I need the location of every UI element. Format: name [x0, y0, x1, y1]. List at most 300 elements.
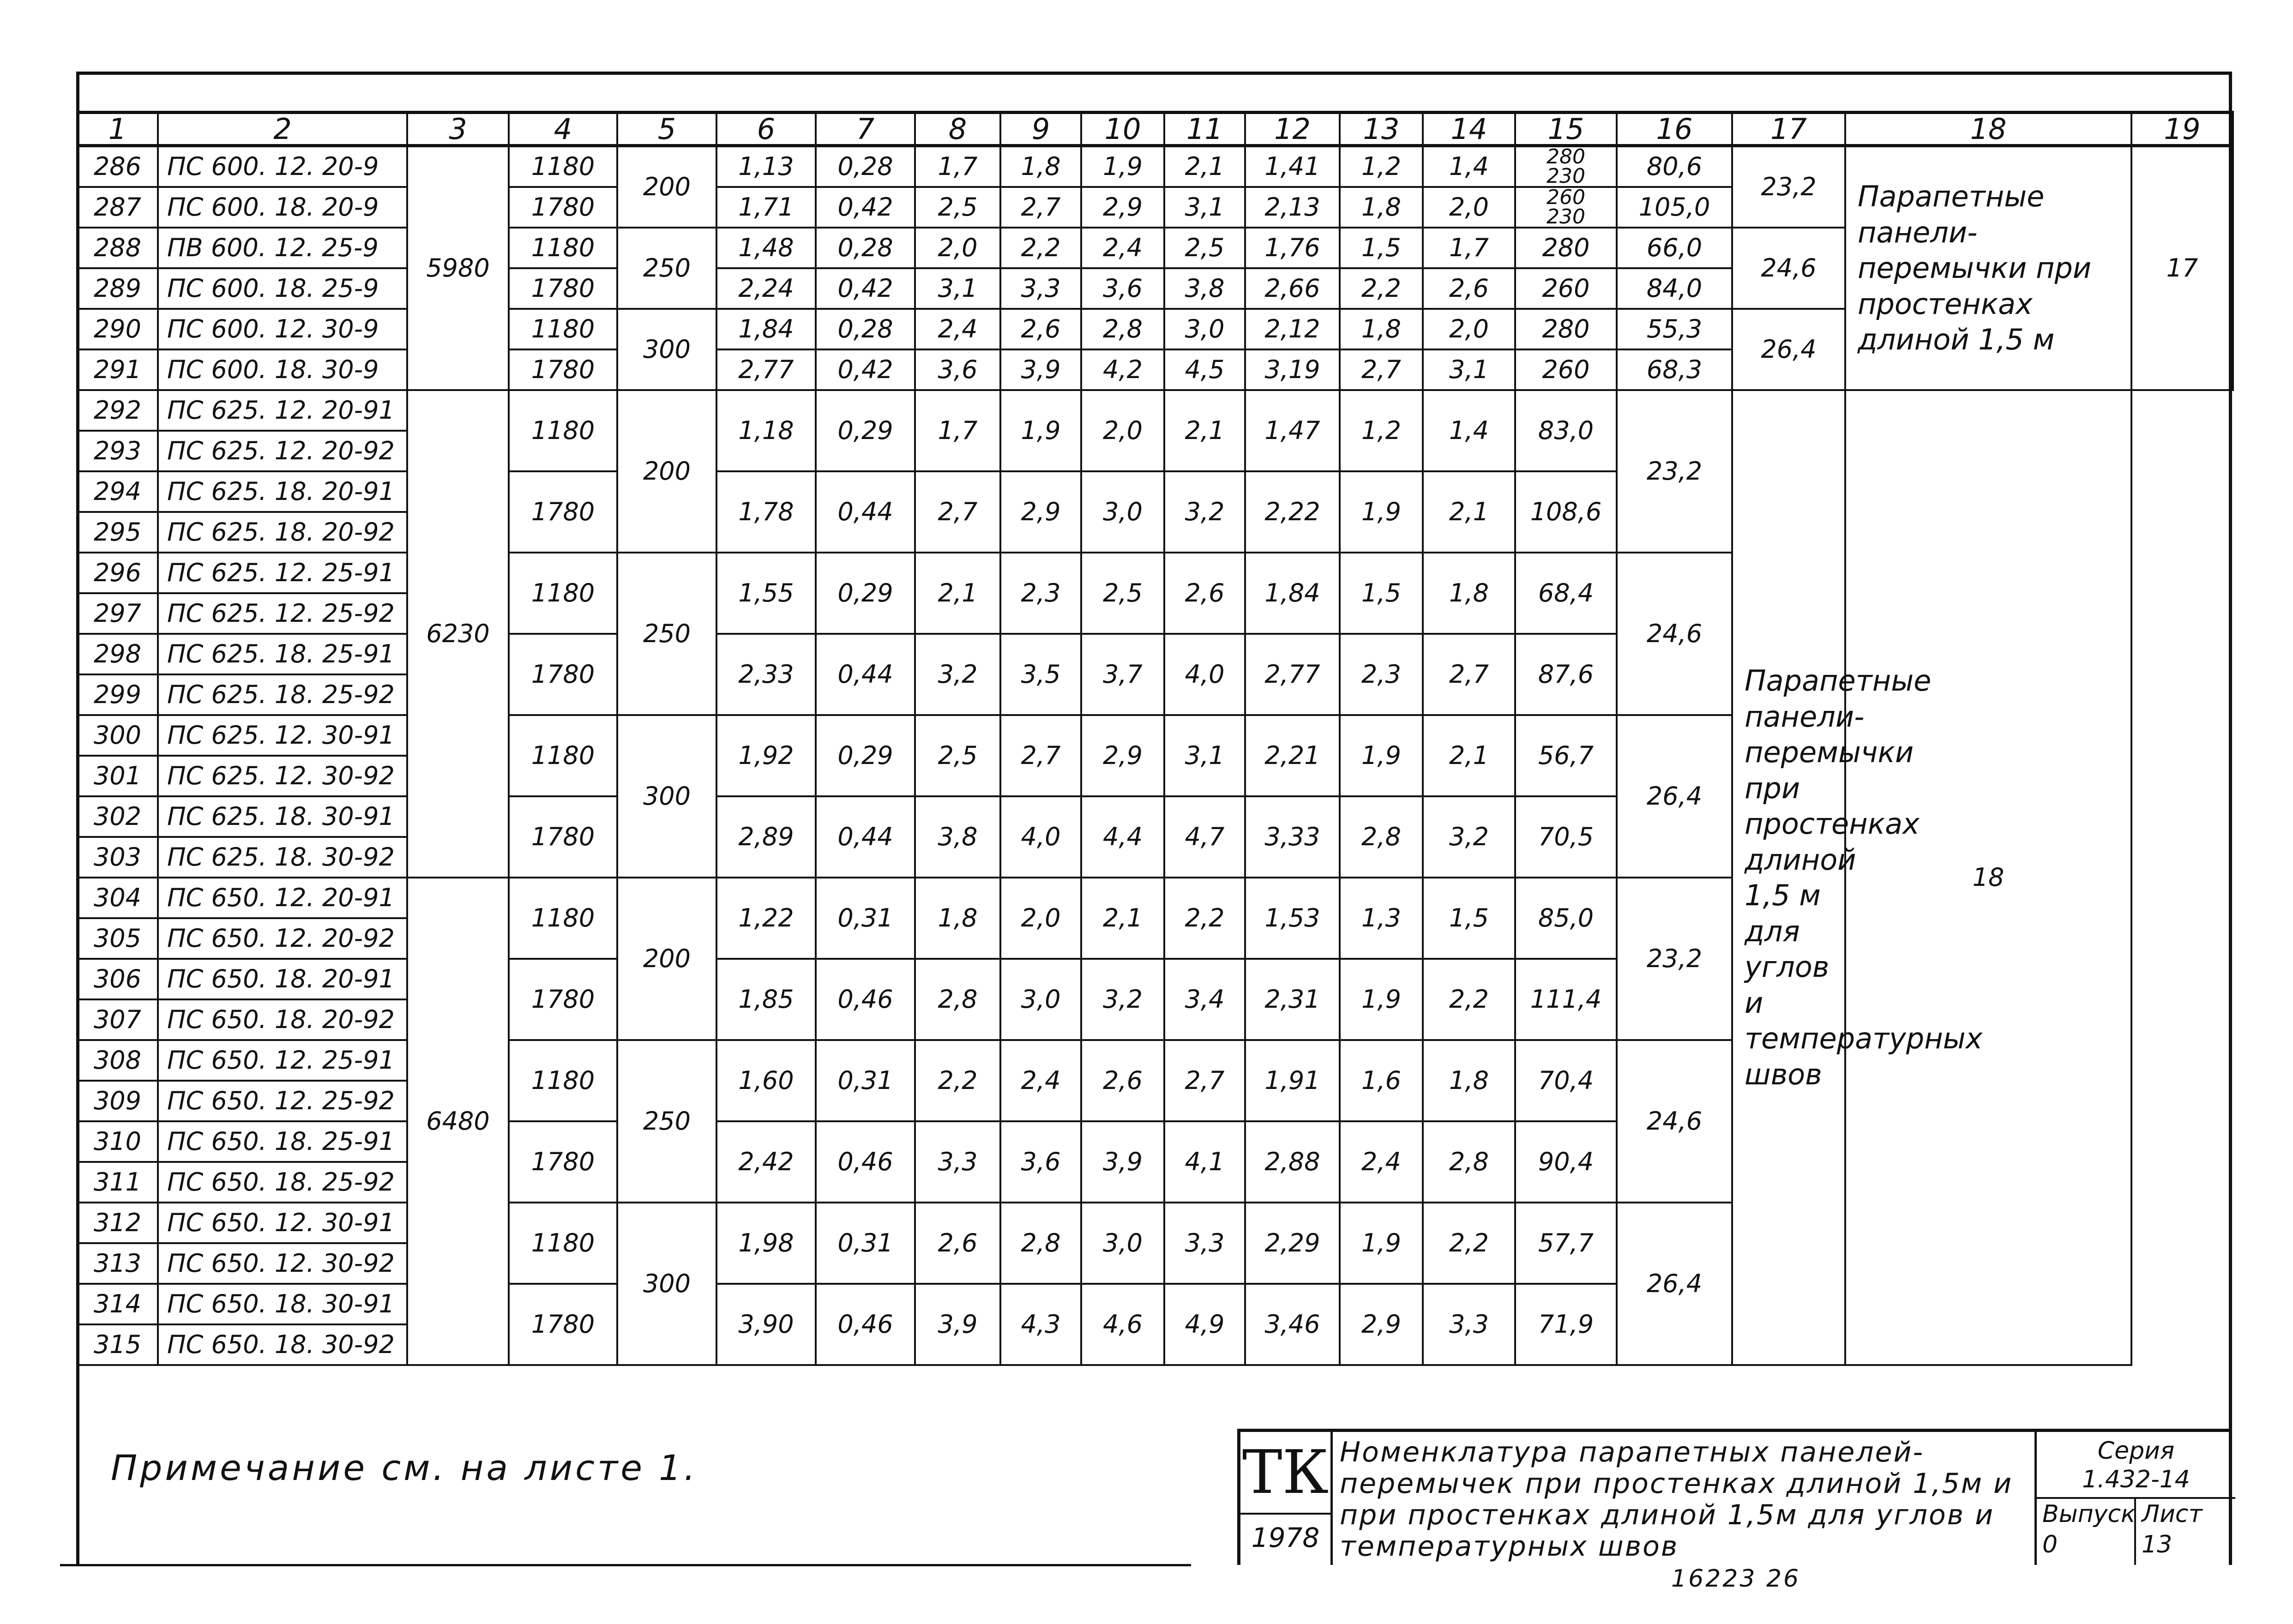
cell-col11: 3,3 [1164, 1203, 1245, 1284]
cell-col5: 250 [617, 553, 716, 715]
cell-col17: 26,4 [1617, 1203, 1732, 1365]
col15-value: 280 [1547, 145, 1585, 169]
col15-value: 260 [1547, 186, 1585, 210]
col-header: 6 [716, 113, 816, 146]
series-label: Серия [2097, 1437, 2175, 1465]
cell-col4: 1780 [509, 349, 617, 390]
cell-col3: 6230 [407, 390, 509, 878]
cell-row-number: 309 [77, 1081, 158, 1121]
col15-value: 260 [1542, 355, 1590, 385]
cell-col8: 2,6 [915, 1203, 1000, 1284]
cell-col12: 1,84 [1245, 553, 1340, 634]
cell-col6: 2,42 [716, 1121, 816, 1203]
cell-col6: 1,18 [716, 390, 816, 471]
cell-col17: 23,2 [1732, 146, 1845, 228]
cell-panel-code: ПС 650. 18. 25-92 [158, 1162, 407, 1203]
org-logo: ТК [1242, 1437, 1329, 1507]
col15-value: 280 [1542, 314, 1590, 344]
cell-col16: 55,3 [1617, 309, 1732, 349]
cell-col8: 2,5 [915, 187, 1000, 228]
cell-col12: 2,22 [1245, 471, 1340, 553]
cell-col7: 0,29 [816, 715, 915, 796]
cell-col13: 1,9 [1340, 959, 1423, 1040]
cell-panel-code: ПС 625. 12. 30-92 [158, 756, 407, 796]
cell-col8: 3,6 [915, 349, 1000, 390]
cell-col13: 1,3 [1340, 878, 1423, 959]
cell-col11: 2,1 [1164, 146, 1245, 187]
cell-col13: 1,9 [1340, 715, 1423, 796]
cell-col8: 2,1 [915, 553, 1000, 634]
cell-col13: 2,8 [1340, 796, 1423, 878]
cell-col13: 1,5 [1340, 228, 1423, 268]
cell-col9: 2,9 [1000, 471, 1081, 553]
col-header: 18 [1845, 113, 2131, 146]
cell-col16: 66,0 [1617, 228, 1732, 268]
org-cell [1240, 1432, 1333, 1565]
cell-col8: 1,8 [915, 878, 1000, 959]
cell-row-number: 294 [77, 471, 158, 512]
cell-col17: 23,2 [1617, 390, 1732, 553]
cell-col7: 0,31 [816, 1040, 915, 1121]
cell-row-number: 305 [77, 918, 158, 959]
cell-col6: 1,71 [716, 187, 816, 228]
cell-col4: 1780 [509, 268, 617, 309]
cell-panel-code: ПС 600. 12. 30-9 [158, 309, 407, 349]
cell-col13: 1,2 [1340, 390, 1423, 471]
cell-col16: 90,4 [1515, 1121, 1617, 1203]
cell-col9: 2,7 [1000, 715, 1081, 796]
cell-col10: 2,1 [1081, 878, 1164, 959]
cell-col13: 2,9 [1340, 1284, 1423, 1365]
col-header: 17 [1732, 113, 1845, 146]
cell-panel-code: ПС 625. 12. 30-91 [158, 715, 407, 756]
cell-col14: 2,6 [1423, 268, 1515, 309]
cell-panel-code: ПС 625. 12. 20-91 [158, 390, 407, 431]
cell-row-number: 306 [77, 959, 158, 999]
col-header: 8 [915, 113, 1000, 146]
cell-col13: 1,6 [1340, 1040, 1423, 1121]
cell-col15 [1515, 349, 1617, 390]
cell-panel-code: ПС 650. 18. 30-91 [158, 1284, 407, 1324]
cell-col16: 70,5 [1515, 796, 1617, 878]
cell-row-number: 300 [77, 715, 158, 756]
cell-col10: 1,9 [1081, 146, 1164, 187]
cell-col16: 87,6 [1515, 634, 1617, 715]
cell-row-number: 289 [77, 268, 158, 309]
cell-col12: 2,31 [1245, 959, 1340, 1040]
cell-row-number: 295 [77, 512, 158, 553]
cell-col6: 1,92 [716, 715, 816, 796]
cell-col11: 3,0 [1164, 309, 1245, 349]
cell-col7: 0,42 [816, 349, 915, 390]
cell-col15 [1515, 146, 1617, 187]
cell-col14: 1,8 [1423, 553, 1515, 634]
cell-col3: 6480 [407, 878, 509, 1365]
cell-col14: 3,1 [1423, 349, 1515, 390]
cell-col12: 1,91 [1245, 1040, 1340, 1121]
cell-col16: 56,7 [1515, 715, 1617, 796]
cell-col4: 1180 [509, 309, 617, 349]
cell-col4: 1180 [509, 390, 617, 471]
col-header: 3 [407, 113, 509, 146]
cell-col14: 2,0 [1423, 309, 1515, 349]
sheet-label: Лист [2142, 1500, 2203, 1528]
cell-col10: 2,9 [1081, 715, 1164, 796]
series-value: 1.432-14 [2082, 1466, 2190, 1493]
cell-col11: 2,1 [1164, 390, 1245, 471]
cell-col5: 200 [617, 146, 716, 228]
issue-value: 0 [2042, 1531, 2058, 1558]
col-header: 14 [1423, 113, 1515, 146]
cell-row-number: 304 [77, 878, 158, 918]
series-cell [2034, 1432, 2235, 1565]
cell-col5: 250 [617, 228, 716, 309]
cell-col6: 1,85 [716, 959, 816, 1040]
cell-col6: 2,24 [716, 268, 816, 309]
col-header: 9 [1000, 113, 1081, 146]
col-header: 2 [158, 113, 407, 146]
cell-row-number: 286 [77, 146, 158, 187]
issue-box [2037, 1499, 2136, 1565]
cell-col11: 2,7 [1164, 1040, 1245, 1121]
cell-panel-code: ПС 650. 18. 20-92 [158, 999, 407, 1040]
header-row [77, 113, 2233, 146]
cell-col10: 3,0 [1081, 1203, 1164, 1284]
cell-col8: 1,7 [915, 390, 1000, 471]
cell-col9: 2,8 [1000, 1203, 1081, 1284]
cell-col5: 300 [617, 309, 716, 390]
cell-col16: 105,0 [1617, 187, 1732, 228]
cell-col4: 1180 [509, 715, 617, 796]
cell-col17: 24,6 [1617, 553, 1732, 715]
cell-col12: 1,41 [1245, 146, 1340, 187]
cell-col16: 68,3 [1617, 349, 1732, 390]
cell-col9: 4,3 [1000, 1284, 1081, 1365]
cell-row-number: 302 [77, 796, 158, 837]
cell-col7: 0,44 [816, 471, 915, 553]
cell-col5: 200 [617, 878, 716, 1040]
cell-col9: 2,0 [1000, 878, 1081, 959]
cell-col14: 2,0 [1423, 187, 1515, 228]
cell-col11: 4,7 [1164, 796, 1245, 878]
cell-col16: 108,6 [1515, 471, 1617, 553]
cell-panel-code: ПС 650. 12. 30-92 [158, 1243, 407, 1284]
cell-row-number: 303 [77, 837, 158, 878]
col-header: 12 [1245, 113, 1340, 146]
col-header: 15 [1515, 113, 1617, 146]
cell-col9: 1,8 [1000, 146, 1081, 187]
col15-value: 260 [1542, 274, 1590, 303]
cell-col4: 1780 [509, 187, 617, 228]
cell-col17: 26,4 [1617, 715, 1732, 878]
cell-col14: 1,5 [1423, 878, 1515, 959]
cell-col13: 1,8 [1340, 187, 1423, 228]
cell-col15 [1515, 228, 1617, 268]
cell-col14: 1,4 [1423, 390, 1515, 471]
cell-col8: 1,7 [915, 146, 1000, 187]
cell-row-number: 296 [77, 553, 158, 593]
cell-col8: 3,3 [915, 1121, 1000, 1203]
cell-col13: 1,2 [1340, 146, 1423, 187]
cell-col14: 3,2 [1423, 796, 1515, 878]
cell-col9: 3,0 [1000, 959, 1081, 1040]
cell-col13: 2,2 [1340, 268, 1423, 309]
cell-col7: 0,42 [816, 268, 915, 309]
cell-col9: 1,9 [1000, 390, 1081, 471]
cell-panel-code: ПС 600. 12. 20-9 [158, 146, 407, 187]
cell-col19: 18 [1845, 390, 2131, 1365]
cell-panel-code: ПС 650. 12. 25-92 [158, 1081, 407, 1121]
cell-col9: 2,4 [1000, 1040, 1081, 1121]
cell-col7: 0,29 [816, 553, 915, 634]
cell-col14: 2,1 [1423, 715, 1515, 796]
cell-col8: 3,9 [915, 1284, 1000, 1365]
cell-row-number: 292 [77, 390, 158, 431]
cell-col10: 4,2 [1081, 349, 1164, 390]
cell-col18: Парапетные панели-перемычки при простенках длиной 1,5 м для углов и температурных швов [1732, 390, 1845, 1365]
cell-panel-code: ПС 650. 12. 20-91 [158, 878, 407, 918]
cell-col6: 1,48 [716, 228, 816, 268]
col-header: 4 [509, 113, 617, 146]
cell-col6: 3,90 [716, 1284, 816, 1365]
cell-col13: 2,7 [1340, 349, 1423, 390]
cell-col11: 4,5 [1164, 349, 1245, 390]
cell-col14: 2,7 [1423, 634, 1515, 715]
cell-panel-code: ПС 625. 18. 25-91 [158, 634, 407, 674]
cell-col11: 2,6 [1164, 553, 1245, 634]
cell-panel-code: ПС 650. 18. 30-92 [158, 1324, 407, 1365]
cell-panel-code: ПС 650. 18. 25-91 [158, 1121, 407, 1162]
cell-col5: 200 [617, 390, 716, 553]
cell-col7: 0,44 [816, 796, 915, 878]
cell-row-number: 307 [77, 999, 158, 1040]
cell-col14: 2,2 [1423, 1203, 1515, 1284]
cell-panel-code: ПС 650. 12. 30-91 [158, 1203, 407, 1243]
cell-row-number: 310 [77, 1121, 158, 1162]
cell-col9: 3,9 [1000, 349, 1081, 390]
cell-panel-code: ПС 625. 18. 20-91 [158, 471, 407, 512]
cell-col8: 3,8 [915, 796, 1000, 878]
cell-col11: 3,8 [1164, 268, 1245, 309]
cell-col7: 0,31 [816, 878, 915, 959]
cell-col15 [1515, 187, 1617, 228]
cell-col10: 3,9 [1081, 1121, 1164, 1203]
col-header: 13 [1340, 113, 1423, 146]
cell-row-number: 288 [77, 228, 158, 268]
cell-col13: 1,5 [1340, 553, 1423, 634]
cell-panel-code: ПС 625. 18. 25-92 [158, 674, 407, 715]
cell-col9: 2,3 [1000, 553, 1081, 634]
cell-row-number: 287 [77, 187, 158, 228]
cell-row-number: 312 [77, 1203, 158, 1243]
bottom-frame-line [60, 1564, 1191, 1566]
note-text: Примечание см. на листе 1. [111, 1447, 698, 1488]
cell-col12: 1,76 [1245, 228, 1340, 268]
cell-col7: 0,31 [816, 1203, 915, 1284]
cell-panel-code: ПС 625. 12. 20-92 [158, 431, 407, 471]
cell-panel-code: ПС 650. 12. 20-92 [158, 918, 407, 959]
cell-col7: 0,44 [816, 634, 915, 715]
cell-col9: 2,2 [1000, 228, 1081, 268]
cell-col12: 3,33 [1245, 796, 1340, 878]
cell-col12: 1,53 [1245, 878, 1340, 959]
cell-col6: 1,55 [716, 553, 816, 634]
col15-value: 230 [1547, 205, 1585, 229]
table-body [77, 146, 2233, 1365]
cell-col6: 1,22 [716, 878, 816, 959]
cell-panel-code: ПС 625. 18. 30-91 [158, 796, 407, 837]
col-header: 7 [816, 113, 915, 146]
col-header: 11 [1164, 113, 1245, 146]
cell-col11: 3,2 [1164, 471, 1245, 553]
series-box [2037, 1432, 2235, 1499]
cell-col8: 3,2 [915, 634, 1000, 715]
cell-col8: 2,0 [915, 228, 1000, 268]
cell-panel-code: ПС 625. 18. 30-92 [158, 837, 407, 878]
cell-col12: 3,46 [1245, 1284, 1340, 1365]
cell-col9: 3,5 [1000, 634, 1081, 715]
cell-col14: 2,2 [1423, 959, 1515, 1040]
cell-panel-code: ПС 600. 18. 20-9 [158, 187, 407, 228]
cell-col11: 3,1 [1164, 187, 1245, 228]
col15-value: 230 [1547, 164, 1585, 188]
cell-col6: 2,77 [716, 349, 816, 390]
cell-panel-code: ПС 625. 12. 25-92 [158, 593, 407, 634]
cell-col7: 0,46 [816, 959, 915, 1040]
cell-col4: 1780 [509, 959, 617, 1040]
cell-col6: 2,89 [716, 796, 816, 878]
cell-col8: 2,2 [915, 1040, 1000, 1121]
cell-col7: 0,28 [816, 228, 915, 268]
cell-col10: 4,6 [1081, 1284, 1164, 1365]
title-block [1237, 1429, 2232, 1565]
cell-col8: 3,1 [915, 268, 1000, 309]
cell-row-number: 308 [77, 1040, 158, 1081]
cell-col14: 1,8 [1423, 1040, 1515, 1121]
cell-row-number: 315 [77, 1324, 158, 1365]
cell-row-number: 293 [77, 431, 158, 471]
cell-col14: 1,7 [1423, 228, 1515, 268]
cell-row-number: 311 [77, 1162, 158, 1203]
archive-number: 16223 26 [1671, 1565, 1801, 1593]
cell-col16: 80,6 [1617, 146, 1732, 187]
cell-col14: 3,3 [1423, 1284, 1515, 1365]
cell-row-number: 298 [77, 634, 158, 674]
cell-panel-code: ПС 625. 18. 20-92 [158, 512, 407, 553]
cell-col8: 2,8 [915, 959, 1000, 1040]
cell-col16: 70,4 [1515, 1040, 1617, 1121]
cell-col3: 5980 [407, 146, 509, 391]
col15-value: 280 [1542, 233, 1590, 263]
cell-col4: 1780 [509, 1121, 617, 1203]
col-header: 1 [77, 113, 158, 146]
cell-col8: 2,5 [915, 715, 1000, 796]
cell-row-number: 290 [77, 309, 158, 349]
cell-col9: 2,6 [1000, 309, 1081, 349]
cell-col13: 2,4 [1340, 1121, 1423, 1203]
cell-col11: 3,4 [1164, 959, 1245, 1040]
cell-col13: 1,9 [1340, 471, 1423, 553]
cell-col4: 1780 [509, 1284, 617, 1365]
cell-col7: 0,28 [816, 309, 915, 349]
cell-col10: 3,7 [1081, 634, 1164, 715]
cell-col5: 300 [617, 715, 716, 878]
cell-col6: 1,60 [716, 1040, 816, 1121]
cell-col11: 4,0 [1164, 634, 1245, 715]
nomenclature-table [76, 111, 2234, 1366]
cell-col17: 24,6 [1732, 228, 1845, 309]
cell-col12: 3,19 [1245, 349, 1340, 390]
cell-panel-code: ПС 650. 18. 20-91 [158, 959, 407, 999]
cell-col12: 2,12 [1245, 309, 1340, 349]
cell-col7: 0,29 [816, 390, 915, 471]
cell-col6: 2,33 [716, 634, 816, 715]
cell-col8: 2,4 [915, 309, 1000, 349]
cell-col13: 2,3 [1340, 634, 1423, 715]
cell-row-number: 297 [77, 593, 158, 634]
cell-col7: 0,46 [816, 1284, 915, 1365]
cell-col17: 23,2 [1617, 878, 1732, 1040]
cell-col9: 2,7 [1000, 187, 1081, 228]
cell-col10: 2,5 [1081, 553, 1164, 634]
col-header: 10 [1081, 113, 1164, 146]
cell-col14: 2,1 [1423, 471, 1515, 553]
drawing-title: Номенклатура парапетных панелей-перемычек при простенках длиной 1,5м и при простенках длиной 1,5м для углов и температурных швов [1340, 1436, 2013, 1563]
cell-col6: 1,98 [716, 1203, 816, 1284]
cell-col11: 2,5 [1164, 228, 1245, 268]
cell-col11: 4,1 [1164, 1121, 1245, 1203]
cell-col15 [1515, 309, 1617, 349]
table-row [77, 390, 2233, 431]
cell-col12: 2,21 [1245, 715, 1340, 796]
sheet-value: 13 [2142, 1531, 2173, 1558]
cell-col13: 1,9 [1340, 1203, 1423, 1284]
cell-col16: 68,4 [1515, 553, 1617, 634]
cell-panel-code: ПС 600. 18. 25-9 [158, 268, 407, 309]
cell-row-number: 301 [77, 756, 158, 796]
cell-col4: 1180 [509, 1040, 617, 1121]
cell-col4: 1780 [509, 634, 617, 715]
cell-col12: 2,29 [1245, 1203, 1340, 1284]
col-header: 16 [1617, 113, 1732, 146]
cell-row-number: 314 [77, 1284, 158, 1324]
cell-col4: 1180 [509, 553, 617, 634]
cell-col4: 1180 [509, 146, 617, 187]
cell-col10: 3,6 [1081, 268, 1164, 309]
cell-col9: 4,0 [1000, 796, 1081, 878]
cell-col7: 0,46 [816, 1121, 915, 1203]
cell-col4: 1780 [509, 471, 617, 553]
cell-col9: 3,6 [1000, 1121, 1081, 1203]
cell-col10: 4,4 [1081, 796, 1164, 878]
cell-col12: 1,47 [1245, 390, 1340, 471]
cell-col4: 1780 [509, 796, 617, 878]
cell-col11: 2,2 [1164, 878, 1245, 959]
cell-col4: 1180 [509, 1203, 617, 1284]
sheet-box [2136, 1499, 2235, 1565]
issue-label: Выпуск [2042, 1500, 2136, 1528]
cell-col10: 2,9 [1081, 187, 1164, 228]
cell-col11: 4,9 [1164, 1284, 1245, 1365]
cell-col12: 2,77 [1245, 634, 1340, 715]
cell-col10: 2,8 [1081, 309, 1164, 349]
cell-col6: 1,13 [716, 146, 816, 187]
cell-col7: 0,28 [816, 146, 915, 187]
cell-col16: 85,0 [1515, 878, 1617, 959]
cell-col11: 3,1 [1164, 715, 1245, 796]
year-text: 1978 [1240, 1513, 1330, 1561]
cell-col10: 2,6 [1081, 1040, 1164, 1121]
